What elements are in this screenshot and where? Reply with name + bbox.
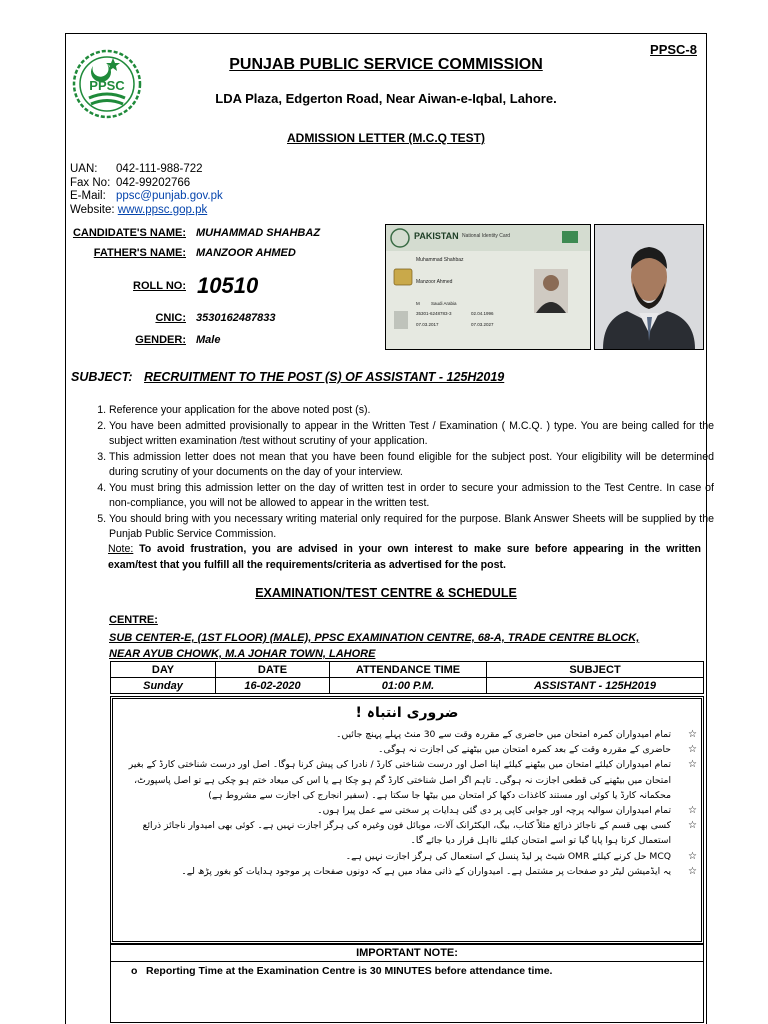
star-icon: ☆	[688, 820, 697, 832]
contact-block	[70, 163, 223, 217]
cnic-card-number: 35301-6248783-3	[416, 311, 452, 316]
instruction-item: 4. You must bring this admission letter on the day of written test in order to secure your admission to the Test Centre. In case of non-compliance, you will not be allowed to appear in the written test.	[109, 481, 714, 512]
urdu-warning-text: تمام امیدواران کمرہ امتحان میں حاضری کے مقررہ وقت سے 30 منٹ پہلے پہنچ جائیں۔	[336, 729, 671, 740]
gender-label: GENDER:	[135, 334, 186, 346]
subject-line	[71, 370, 504, 384]
cnic-card-issue: 07.03.2017	[416, 322, 439, 327]
cnic-label: CNIC:	[155, 312, 186, 324]
cnic-card-father: Manzoor Ahmed	[416, 279, 453, 285]
organization-title: PUNJAB PUBLIC SERVICE COMMISSION	[229, 56, 543, 73]
schedule-table	[110, 661, 704, 694]
fax-label: Fax No:	[70, 176, 111, 189]
col-day: DAY	[111, 662, 216, 678]
col-time: ATTENDANCE TIME	[330, 662, 487, 678]
star-icon: ☆	[688, 729, 697, 740]
candidate-name-label: CANDIDATE'S NAME:	[72, 227, 186, 239]
note-text: To avoid frustration, you are advised in your own interest to make sure before appearing in the written exam/test that you fulfill all the requirements/criteria as advertised for the post.	[108, 543, 701, 571]
important-note	[110, 944, 704, 1023]
cnic-card-expiry: 07.03.2027	[471, 322, 494, 327]
instruction-item: 2. You have been admitted provisionally to appear in the Written Test / Examination ( M.C.Q. ) type. You are being called for the subject written examination /test without scrutiny of your application.	[109, 419, 714, 450]
cell-date: 16-02-2020	[216, 678, 330, 694]
fax-value: 042-99202766	[116, 176, 191, 189]
cell-subject: ASSISTANT - 125H2019	[487, 678, 704, 694]
cnic-value: 3530162487833	[196, 312, 276, 324]
cell-day: Sunday	[111, 678, 216, 694]
email-label: E-Mail:	[70, 190, 106, 202]
urdu-warning-item	[119, 849, 697, 864]
note	[108, 542, 701, 573]
col-date: DATE	[216, 662, 330, 678]
centre-label: CENTRE:	[109, 614, 158, 626]
instruction-item: 3. This admission letter does not mean that you have been found eligible for the subject post. Your eligibility will be determined during scrutiny of your documents on the day of your interview.	[109, 450, 714, 481]
subject-value: RECRUITMENT TO THE POST (S) OF ASSISTANT - 125H2019	[144, 370, 505, 384]
urdu-warning-text: یہ ایڈمیشن لیٹر دو صفحات پر مشتمل ہے۔ امیدواران کے ذاتی مفاد میں ہے کہ دونوں صفحات پر موجود ہدایات کو بغور پڑھ لے۔	[181, 865, 671, 877]
urdu-warning-item	[119, 864, 697, 879]
urdu-warning-text: MCQ حل کرنے کیلئے OMR شیٹ پر لیڈ پنسل کے استعمال کی ہرگز اجازت نہیں ہے۔	[345, 850, 671, 862]
cnic-card-dob: 02.04.1996	[471, 311, 494, 316]
subject-label: SUBJECT:	[71, 370, 133, 384]
cnic-card-graphic	[386, 225, 590, 349]
email-link[interactable]: ppsc@punjab.gov.pk	[116, 190, 223, 202]
organization-address: LDA Plaza, Edgerton Road, Near Aiwan-e-Iqbal, Lahore.	[215, 91, 557, 106]
cnic-card-gender: M	[416, 301, 420, 306]
col-subject: SUBJECT	[487, 662, 704, 678]
urdu-warning-title: ضروری انتباہ !	[355, 705, 459, 721]
cnic-card-title: National Identity Card	[462, 233, 511, 239]
logo-text: PPSC	[89, 78, 125, 93]
star-icon: ☆	[688, 759, 697, 771]
candidate-name-value: MUHAMMAD SHAHBAZ	[196, 227, 321, 239]
instructions-list	[96, 403, 714, 543]
urdu-warning-text: کسی بھی قسم کے ناجائز ذرائع مثلاً کتاب، بیگ، الیکٹرانک آلات، موبائل فون وغیرہ کی ہرگز اجازت نہیں ہے۔ کوئی بھی امیدوار ناجائز ذرائع استعمال کرتا ہوا پایا گیا تو اسے امتحان کیلئے نااہل قرار دیا جائے گا۔	[142, 820, 671, 847]
cell-time: 01:00 P.M.	[330, 678, 487, 694]
star-icon: ☆	[688, 850, 697, 862]
website-label: Website:	[70, 203, 115, 216]
bullet-icon: o	[131, 965, 138, 977]
important-note-title: IMPORTANT NOTE:	[111, 945, 703, 962]
schedule-row	[111, 678, 704, 694]
urdu-warning-box	[110, 696, 704, 944]
uan-label: UAN:	[70, 163, 98, 175]
website-link[interactable]: www.ppsc.gop.pk	[117, 203, 208, 216]
candidate-photo-graphic	[595, 225, 703, 349]
gender-value: Male	[196, 334, 221, 346]
cnic-card-name: Muhammad Shahbaz	[416, 257, 464, 263]
urdu-warning-item	[119, 818, 697, 848]
urdu-warning-text: حاضری کے مقررہ وقت کے بعد کمرہ امتحان میں بیٹھنے کی اجازت نہ ہوگی۔	[378, 744, 671, 756]
star-icon: ☆	[688, 865, 697, 877]
letter-title: ADMISSION LETTER (M.C.Q TEST)	[287, 131, 485, 145]
father-name-label: FATHER'S NAME:	[93, 247, 186, 259]
cnic-card-stay: Saudi Arabia	[431, 301, 457, 306]
urdu-warning-item	[119, 803, 697, 818]
roll-no-value: 10510	[197, 273, 259, 298]
star-icon: ☆	[688, 805, 697, 817]
urdu-warning-item	[119, 757, 697, 803]
roll-no-label: ROLL NO:	[133, 280, 186, 292]
cnic-country: PAKISTAN	[414, 231, 459, 241]
uan-value: 042-111-988-722	[116, 163, 203, 175]
star-icon: ☆	[688, 744, 697, 756]
important-note-item: Reporting Time at the Examination Centre is 30 MINUTES before attendance time.	[146, 965, 553, 977]
urdu-warning-list	[119, 727, 697, 879]
urdu-warning-item	[119, 742, 697, 757]
urdu-warning-item	[119, 727, 697, 742]
admission-letter	[65, 33, 714, 1024]
schedule-header-row	[111, 662, 704, 678]
instruction-item: 5. You should bring with you necessary writing material only required for the purpose. Blank Answer Sheets will be supplied by the Punjab Public Service Commission.	[109, 512, 714, 543]
candidate-photo	[594, 224, 704, 350]
cnic-card-image	[385, 224, 591, 350]
father-name-value: MANZOOR AHMED	[196, 247, 296, 259]
centre-value: SUB CENTER-E, (1ST FLOOR) (MALE), PPSC EXAMINATION CENTRE, 68-A, TRADE CENTRE BLOCK, NEAR AYUB CHOWK, M.A JOHAR TOWN, LAHORE	[109, 632, 640, 660]
document-code: PPSC-8	[650, 42, 697, 57]
note-label: Note:	[108, 543, 134, 555]
important-note-body	[111, 962, 703, 1022]
urdu-warning-text: تمام امیدواران سوالیہ پرچہ اور جوابی کاپی پر دی گئی ہدایات پر سختی سے عمل پیرا ہوں۔	[317, 805, 671, 817]
instruction-item: 1. Reference your application for the above noted post (s).	[109, 403, 714, 419]
urdu-warning-text: تمام امیدواران کیلئے امتحان میں بیٹھنے کیلئے اپنا اصل اور درست شناختی کارڈ / نادرا کی پیش کرنا ہوگا۔ اصل اور درست شناختی کارڈ کے بغیر امتحان میں بیٹھنے کی قطعی اجازت نہ ہوگی۔ تاہم اگر اصل شناختی کارڈ گم ہو چکا ہے یا اس کی میعاد ختم ہو چکی ہے تو اصل پاسپورٹ، محکمانہ کارڈ یا کوئی اور مستند کاغذات دکھا کر امتحان میں بیٹھا جا سکتا ہے۔ (سفیر انجارج کی اجازت سے مشروط ہے)	[128, 759, 671, 801]
schedule-title: EXAMINATION/TEST CENTRE & SCHEDULE	[255, 586, 517, 600]
